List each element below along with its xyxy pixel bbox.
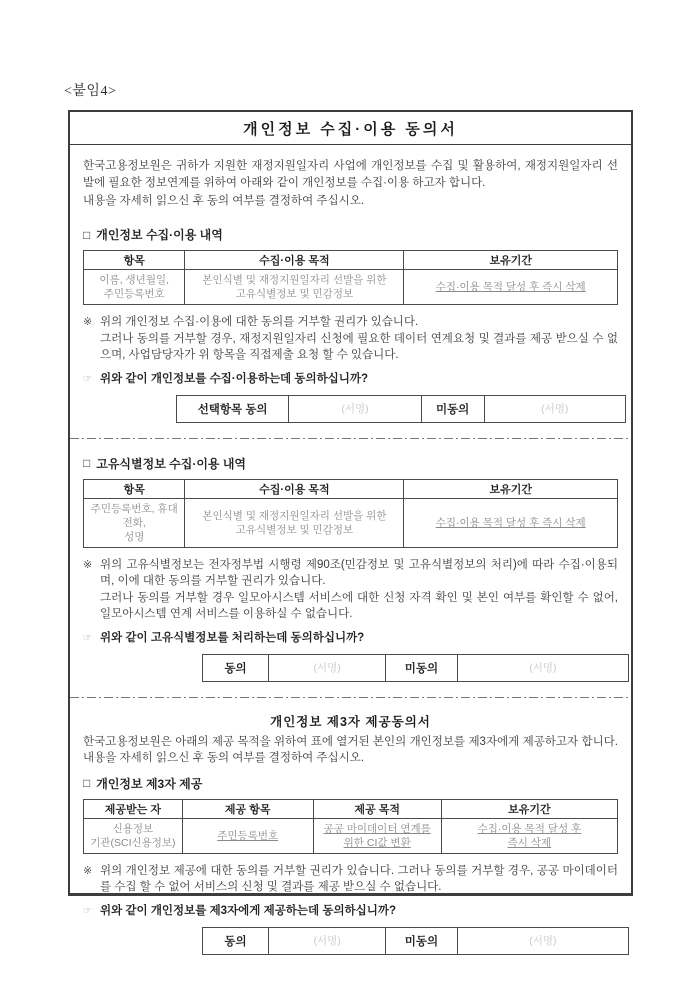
agree-label-cell: 선택항목 동의 <box>177 395 289 422</box>
section1-note-text <box>100 314 618 364</box>
section3-note1: 위의 개인정보 제공에 대한 동의를 거부할 권리가 있습니다. 그러나 동의를 거부할 경우, 공공 마이데이터를 수집 할 수 없어 서비스의 신청 및 결과를 제공 받으실 수 없습니다. <box>100 864 618 893</box>
cell-item <box>84 498 185 547</box>
cell-retention <box>404 498 618 547</box>
section1-question-text: 위와 같이 개인정보를 수집·이용하는데 동의하십니까? <box>100 372 369 385</box>
agree-label-cell: 동의 <box>203 654 269 681</box>
checkbox-square-icon: □ <box>83 776 91 790</box>
table-row <box>84 818 618 853</box>
section2-question <box>83 629 618 645</box>
cell-purpose-line2: 고유식별정보 및 민감정보 <box>235 288 354 300</box>
section1-note2: 그러나 동의를 거부할 경우, 재정지원일자리 신청에 필요한 데이터 연계요청 및 결과를 제공 받으실 수 없으며, 사업담당자가 위 항목을 직접제출 요청 할 수 있습니다. <box>100 332 618 361</box>
header-item: 제공 항목 <box>182 799 313 818</box>
section1-intro: 한국고용정보원은 귀하가 지원한 재정지원일자리 사업에 개인정보를 수집 및 활용하여, 재정지원일자리 선발에 필요한 정보연계를 위하여 아래와 같이 개인정보를 수집·이용 하고자 합니다. <box>83 160 618 189</box>
agree-label-cell: 동의 <box>203 927 269 954</box>
header-retention: 보유기간 <box>404 251 618 270</box>
document-content <box>70 145 631 965</box>
collection-use-table <box>83 250 618 305</box>
section1-note1: 위의 개인정보 수집·이용에 대한 동의를 거부할 권리가 있습니다. <box>100 316 419 328</box>
section2-note1: 위의 고유식별정보는 전자정부법 시행령 제90조(민감정보 및 고유식별정보의 처리)에 따라 수집·이용되며, 이에 대한 동의를 거부할 권리가 있습니다. <box>100 558 618 587</box>
cell-purpose-line1: 본인식별 및 재정지원일자리 선발을 위한 <box>202 509 387 522</box>
header-purpose: 수집·이용 목적 <box>185 479 404 498</box>
section2-note-text <box>100 557 618 623</box>
header-recipient: 제공받는 자 <box>84 799 183 818</box>
unique-id-table <box>83 479 618 548</box>
pointing-hand-icon: ☞ <box>83 905 92 917</box>
cell-purpose <box>185 270 404 305</box>
cell-item <box>182 818 313 853</box>
table-header-row <box>84 479 618 498</box>
sign-row <box>203 654 629 681</box>
document-title-bar <box>70 112 631 145</box>
section2-question-text: 위와 같이 고유식별정보를 처리하는데 동의하십니까? <box>100 631 365 644</box>
section-divider <box>70 438 631 439</box>
cell-retention-text: 수집·이용 목적 달성 후 즉시 삭제 <box>435 281 586 293</box>
cell-purpose-line1: 공공 마이데이터 연계를 <box>323 822 431 835</box>
section2-heading-label: 고유식별정보 수집·이용 내역 <box>96 456 247 471</box>
section3-heading-label: 개인정보 제3자 제공 <box>96 776 203 791</box>
third-party-table <box>83 799 618 854</box>
cell-item-line2: 성명 <box>124 530 145 543</box>
cell-retention <box>441 818 617 853</box>
disagree-label-cell: 미동의 <box>421 395 484 422</box>
cell-item-line1: 주민등록번호, 휴대전화, <box>90 502 178 529</box>
cell-item-line2: 주민등록번호 <box>103 288 165 300</box>
section3-title: 개인정보 제3자 제공동의서 <box>270 714 431 729</box>
cell-retention-line2: 즉시 삭제 <box>507 836 552 849</box>
cell-item-text: 주민등록번호 <box>217 829 279 842</box>
sign-row <box>177 395 626 422</box>
cell-purpose-line2: 위한 CI값 변환 <box>343 836 411 849</box>
cell-recipient-line1: 신용정보 <box>112 822 154 835</box>
pointing-hand-icon: ☞ <box>83 632 92 644</box>
reference-mark-icon: ※ <box>83 316 93 328</box>
checkbox-square-icon: □ <box>83 456 91 470</box>
pointing-hand-icon: ☞ <box>83 373 92 385</box>
section2-sign-table <box>202 654 629 682</box>
section2-note2: 그러나 동의를 거부할 경우 일모아시스템 서비스에 대한 신청 자격 확인 및 본인 여부를 확인할 수 없어, 일모아시스템 연계 서비스를 이용하실 수 없습니다. <box>100 591 618 620</box>
disagree-signature-cell: (서명) <box>457 654 628 681</box>
cell-retention-line1: 수집·이용 목적 달성 후 <box>477 822 582 835</box>
cell-retention <box>404 270 618 305</box>
document-title: 개인정보 수집·이용 동의서 <box>243 120 458 138</box>
section3-sign-table <box>202 927 629 955</box>
section3-note-text <box>100 863 618 896</box>
header-retention: 보유기간 <box>441 799 617 818</box>
section3-intro: 한국고용정보원은 아래의 제공 목적을 위하여 표에 열거된 본인의 개인정보를 제3자에게 제공하고자 합니다. 내용을 자세히 읽으신 후 동의 여부를 결정하여 주십시오. <box>83 735 618 764</box>
agree-signature-cell: (서명) <box>269 927 386 954</box>
section3-question <box>83 902 618 918</box>
attachment-label: <붙임4> <box>64 84 117 99</box>
header-purpose: 수집·이용 목적 <box>185 251 404 270</box>
reference-mark-icon: ※ <box>83 558 93 571</box>
cell-recipient-line2: 기관(SCI신용정보) <box>90 836 176 849</box>
section2-heading <box>83 455 618 472</box>
table-row <box>84 498 618 547</box>
header-item: 항목 <box>84 479 185 498</box>
cell-purpose-line1: 본인식별 및 재정지원일자리 선발을 위한 <box>202 274 387 286</box>
cell-purpose <box>313 818 441 853</box>
section3-notes <box>83 863 618 896</box>
section1-heading <box>83 226 618 243</box>
cell-item <box>84 270 185 305</box>
cell-recipient <box>84 818 183 853</box>
section1-intro-short: 내용을 자세히 읽으신 후 동의 여부를 결정하여 주십시오. <box>83 195 365 207</box>
agree-signature-cell: (서명) <box>269 654 386 681</box>
section2-notes <box>83 557 618 623</box>
section1-sign-table <box>176 395 626 423</box>
table-row <box>84 270 618 305</box>
section-divider <box>70 697 631 698</box>
section1-heading-label: 개인정보 수집·이용 내역 <box>96 228 223 242</box>
disagree-signature-cell: (서명) <box>484 395 625 422</box>
reference-mark-icon: ※ <box>83 864 93 877</box>
section1-question <box>83 370 618 386</box>
sign-row <box>203 927 629 954</box>
section3-question-text: 위와 같이 개인정보를 제3자에게 제공하는데 동의하십니까? <box>100 904 397 917</box>
header-item: 항목 <box>84 251 185 270</box>
table-header-row <box>84 799 618 818</box>
header-retention: 보유기간 <box>404 479 618 498</box>
agree-signature-cell: (서명) <box>289 395 421 422</box>
cell-purpose <box>185 498 404 547</box>
cell-item-line1: 이름, 생년월일, <box>99 274 170 286</box>
consent-form-box <box>68 110 633 948</box>
disagree-signature-cell: (서명) <box>457 927 628 954</box>
table-header-row <box>84 251 618 270</box>
section3-heading <box>83 775 618 792</box>
section1-notes <box>83 314 618 364</box>
cell-purpose-line2: 고유식별정보 및 민감정보 <box>235 523 354 536</box>
disagree-label-cell: 미동의 <box>386 654 458 681</box>
checkbox-square-icon: □ <box>83 227 91 242</box>
disagree-label-cell: 미동의 <box>386 927 458 954</box>
header-purpose: 제공 목적 <box>313 799 441 818</box>
cell-retention-text: 수집·이용 목적 달성 후 즉시 삭제 <box>435 516 586 529</box>
